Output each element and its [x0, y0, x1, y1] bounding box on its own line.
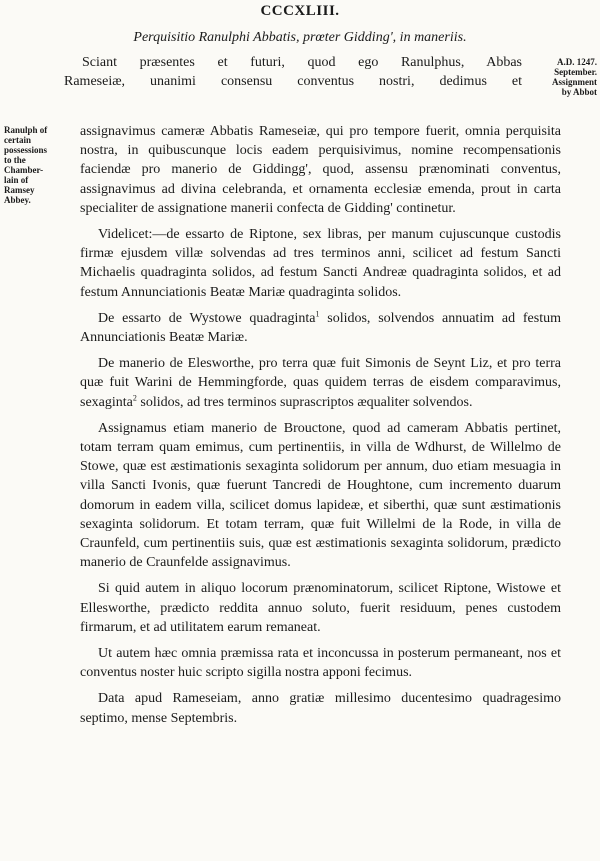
paragraph-brouctone: Assignamus etiam manerio de Brouctone, quod ad cameram Abbatis pertinet, totam terram quam emimus, cum pertinentiis, in villa de Wdhurst, de Willelmo de Stowe, quæ est æstimationis sexaginta solidorum per annum, duo etiam mesuagia in villa Sancti Ivonis, quæ fuerunt Tancredi de Houghtone, cum incremento duarum domorum in eadem villa, scilicet domus lapideæ, et siberthi, quæ sunt æstimationis sexaginta solidorum. Et totam terram, quæ fuit Willelmi de la Rode, in villa de Craunfeld, cum pertinentiis suis, quæ est æstimationis sexaginta solidorum, prædicto manerio de Craunfelde assignavimus. [80, 420, 561, 571]
date-note-line: by Abbot [561, 87, 597, 97]
charter-number-heading: CCCXLIII. [260, 3, 340, 19]
paragraph-wystowe [80, 309, 561, 347]
opening-line-1: Sciant præsentes et futuri, quod ego Ranulphus, Abbas [82, 55, 522, 70]
paragraph-elesworthe [80, 354, 561, 412]
opening-line-2: Rameseiæ, unanimi consensu conventus nostri, dedimus et [64, 74, 522, 89]
date-margin-note [525, 57, 597, 97]
side-note-line: certain [4, 135, 31, 145]
paragraph-dating: Data apud Rameseiam, anno gratiæ millesimo ducentesimo quadragesimo septimo, mense Septembris. [80, 691, 561, 726]
paragraph-sealing: Ut autem hæc omnia præmissa rata et inconcussa in posterum permaneant, nos et conventus noster huic scripto sigilla nostra apponi fecimus. [80, 646, 561, 681]
date-note-line: Assignment [551, 77, 597, 87]
paragraph-wystowe-text-cont: solidos, solvendos annuatim ad festum Annunciationis Beatæ Mariæ. [80, 310, 562, 346]
side-note-line: to the [4, 155, 26, 165]
side-note-line: Abbey. [4, 195, 31, 205]
paragraph-elesworthe-text: De manerio de Elesworthe, pro terra quæ fuit Simonis de Seynt Liz, et pro terra quæ fuit Warini de Hemmingforde, quas quidem terras de eisdem comparavimus, sexaginta [80, 356, 561, 410]
charter-title: Perquisitio Ranulphi Abbatis, prœter Gidding', in maneriis. [133, 30, 467, 45]
date-note-line: A.D. 1247. [557, 57, 597, 67]
date-note-line: September. [554, 67, 597, 77]
footnote-marker: 1 [315, 309, 320, 319]
side-note-line: Chamber- [4, 165, 44, 175]
side-note-line: possessions [4, 145, 48, 155]
paragraph-riptone: Videlicet:—de essarto de Riptone, sex libras, per manum cujuscunque custodis firmæ ejusdem villæ solvendas ad tres terminos anni, scilicet ad festum Sancti Michaelis quadraginta solidos, ad festum Sancti Andreæ quadraginta solidos, et ad festum Annunciationis Beatæ Mariæ quadraginta solidos. [80, 227, 561, 300]
opening-text [64, 53, 522, 91]
paragraph-wystowe-text: De essarto de Wystowe quadraginta [98, 310, 316, 326]
side-note-line: lain of [4, 175, 29, 185]
paragraph-assignment: assignavimus cameræ Abbatis Rameseiæ, qui pro tempore fuerit, omnia perquisita nostra, in quibuscunque locis eadem perquisivimus, nomine recompensationis faciendæ pro manerio de Giddingg', quod, assensu prænominati conventus, assignavimus ad divina celebranda, et ornamenta ecclesiæ emenda, prout in carta specialiter de assignatione manerii confecta de Gidding' continetur. [80, 124, 561, 216]
paragraph-elesworthe-text-cont: solidos, ad tres terminos suprascriptos æqualiter solvendos. [136, 394, 473, 410]
side-note-line: Ramsey [4, 185, 35, 195]
summary-margin-note [4, 125, 74, 205]
paragraph-residue: Si quid autem in aliquo locorum prænominatorum, scilicet Riptone, Wistowe et Ellesworthe, prædicto reddita annuo soluto, fuerit residuum, penes custodem firmarum, et ad utilitatem earum remaneat. [80, 581, 561, 635]
footnote-marker: 2 [132, 392, 137, 402]
charter-body [80, 122, 561, 728]
side-note-line: Ranulph of [4, 125, 48, 135]
